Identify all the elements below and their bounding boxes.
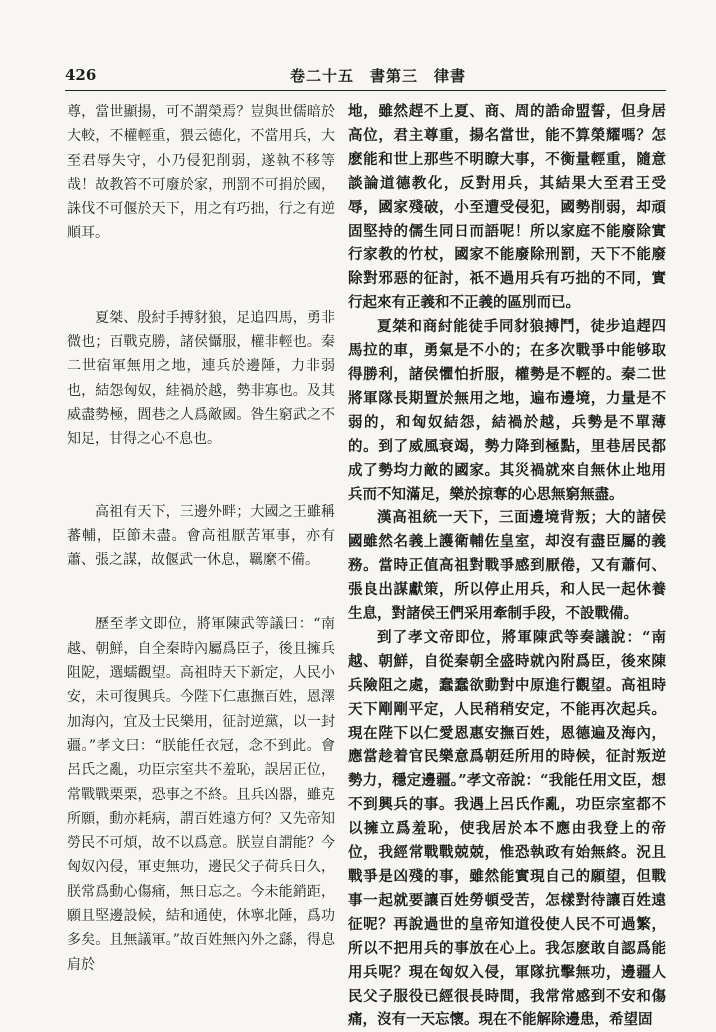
translation-paragraph-4: 到了孝文帝即位，將軍陳武等奏議說：“南越、朝鮮，自從秦朝全盛時就內附爲臣，後來陳兵險阻之處，蠢蠢欲動對中原進行觀望。高祖時天下剛剛平定，人民稍稍安定，不能再次起兵。現在陛下以仁愛恩惠安撫百姓，恩德遍及海內，應當趁着官民樂意爲朝廷所用的時候，征討叛逆勢力，穩定邊疆。”孝文帝說：“我能任用文臣，想不到興兵的事。我遇上呂氏作亂，功臣宗室都不以擁立爲羞恥，使我居於本不應由我登上的帝位，我經常戰戰兢兢，惟恐執政有始無終。況且戰爭是凶殘的事，雖然能實現自己的願望，但戰事一起就要讓百姓勞頓受苦，怎樣對待讓百姓遠征呢？再說過世的皇帝知道役使人民不可過繁，所以不把用兵的事放在心上。我怎麽敢自認爲能用兵呢？現在匈奴入侵，軍隊抗擊無功，邊疆人民父子服役已經很長時間，我常常感到不安和傷痛，沒有一天忘懷。現在不能解除邊患，希望固 <box>348 628 666 1029</box>
classical-paragraph-1: 尊，當世顯揚，可不謂榮焉？豈與世儒暗於大較，不權輕重，猥云德化，不當用兵，大至君辱失守，小乃侵犯削弱，遂執不移等哉！故教笞不可廢於家，刑罰不可捐於國，誅伐不可偃於天下，用之有巧拙，行之有逆順耳。 <box>67 104 335 242</box>
classical-text-column <box>67 100 335 977</box>
translation-paragraph-2: 夏桀和商紂能徒手同豺狼搏鬥，徒步追趕四馬拉的車，勇氣是不小的；在多次戰爭中能够取得勝利，諸侯懼怕折服，權勢是不輕的。秦二世將軍隊長期置於無用之地，遍布邊境，力量是不弱的，和匈奴結怨，結禍於越，兵勢是不單薄的。到了威風衰竭，勢力降到極點，里巷居民都成了勢均力敵的國家。其災禍就來自無休止地用兵而不知滿足，樂於掠奪的心思無窮無盡。 <box>348 318 666 503</box>
translation-column <box>348 100 666 1032</box>
running-head: 卷二十五 書第三 律書 <box>290 67 467 85</box>
page-header <box>65 62 666 91</box>
page-number: 426 <box>65 66 97 84</box>
translation-paragraph-1: 地，雖然趕不上夏、商、周的誥命盟誓，但身居高位，君主尊重，揚名當世，能不算榮耀嗎？怎麽能和世上那些不明瞭大事，不衡量輕重，隨意談論道德教化，反對用兵，其結果大至君王受辱，國家殘破，小至遭受侵犯，國勢削弱，却頑固堅持的儒生同日而語呢！所以家庭不能廢除實行家教的竹杖，國家不能廢除刑罰，天下不能廢除對邪惡的征討，祇不過用兵有巧拙的不同，實行起來有正義和不正義的區別而已。 <box>348 103 666 312</box>
translation-paragraph-3: 漢高祖統一天下，三面邊境背叛；大的諸侯國雖然名義上護衛輔佐皇室，却沒有盡臣屬的義務。當時正值高祖對戰爭感到厭倦，又有蕭何、張良出謀獻策，所以停止用兵，和人民一起休養生息，對諸侯王們采用牽制手段，不設戰備。 <box>348 509 666 623</box>
classical-paragraph-3: 高祖有天下，三邊外畔；大國之王雖稱蕃輔，臣節未盡。會高祖厭苦軍事，亦有蕭、張之謀，故偃武一休息，羈縻不備。 <box>67 503 335 569</box>
classical-paragraph-4: 歷至孝文即位，將軍陳武等議曰：“南越、朝鮮，自全秦時內屬爲臣子，後且擁兵阻阸，選蠕觀望。高祖時天下新定，人民小安，未可復興兵。今陛下仁惠撫百姓，恩澤加海內，宜及士民樂用，征討逆黨，以一封疆。”孝文曰：“朕能任衣冠，念不到此。會呂氏之亂，功臣宗室共不羞恥，誤居正位，常戰戰栗栗，恐事之不終。且兵凶器，雖克所願，動亦耗病，謂百姓遠方何？又先帝知勞民不可煩，故不以爲意。朕豈自謂能？今匈奴內侵，軍吏無功，邊民父子荷兵日久，朕常爲動心傷痛，無日忘之。今未能銷距，願且堅邊設候，結和通使，休寧北陲，爲功多矣。且無議軍。”故百姓無內外之繇，得息肩於 <box>67 616 335 973</box>
classical-paragraph-2: 夏桀、殷紂手搏豺狼，足追四馬，勇非微也；百戰克勝，諸侯懾服，權非輕也。秦二世宿軍無用之地，連兵於邊陲，力非弱也，結怨匈奴，絓禍於越，勢非寡也。及其威盡勢極，閭巷之人爲敵國。咎生窮武之不知足，甘得之心不息也。 <box>67 309 335 448</box>
